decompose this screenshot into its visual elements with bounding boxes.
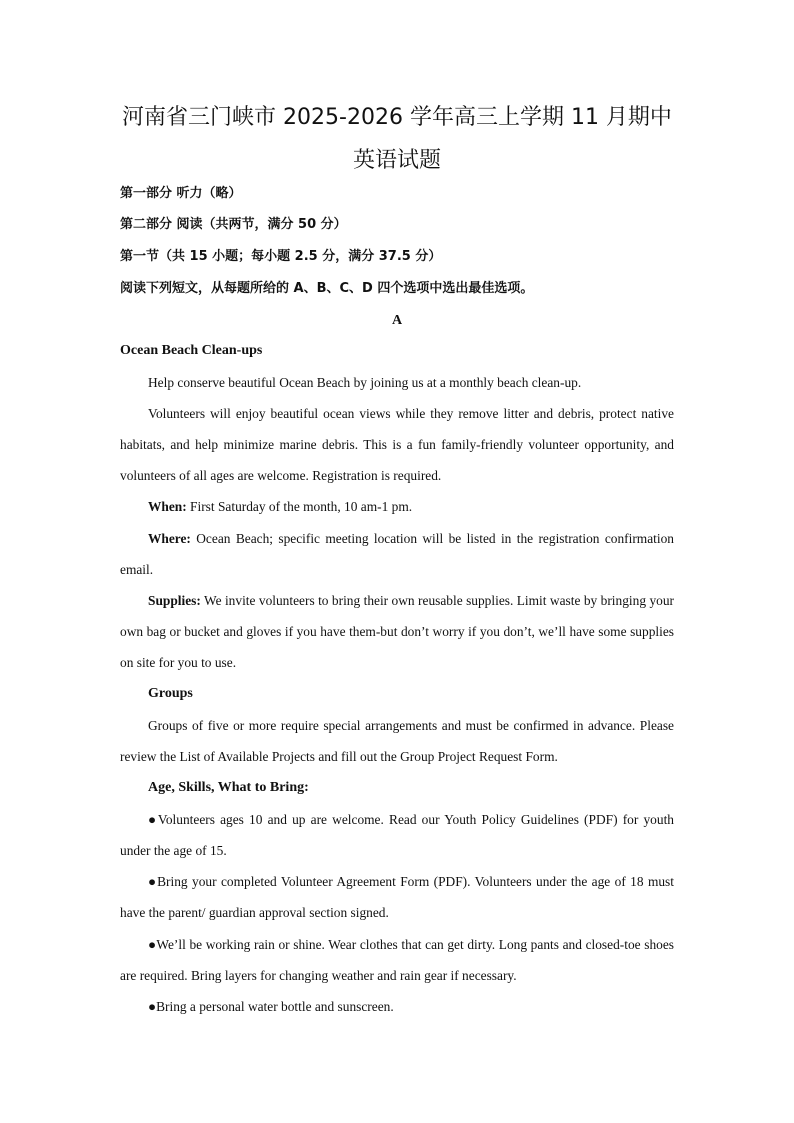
where-label: Where: — [148, 531, 191, 546]
bullet-item: ●Bring a personal water bottle and sunscreen. — [148, 999, 394, 1014]
bullet-item: ●We’ll be working rain or shine. Wear clothes that can get dirty. Long pants and closed-toe shoes are required. Bring layers for changing weather and rain gear if necessary. — [120, 937, 674, 984]
directions-text: 阅读下列短文，从每题所给的 A、B、C、D 四个选项中选出最佳选项。 — [120, 281, 534, 296]
age-skills-heading: Age, Skills, What to Bring: — [148, 780, 309, 795]
groups-paragraph: Groups of five or more require special arrangements and must be confirmed in advance. Please review the List of Available Projects and fill out the Group Project Request Form. — [120, 718, 674, 765]
supplies-label: Supplies: — [148, 593, 201, 608]
groups-heading: Groups — [148, 686, 193, 701]
where-paragraph — [120, 523, 674, 585]
bullet-item: ●Volunteers ages 10 and up are welcome. Read our Youth Policy Guidelines (PDF) for youth under the age of 15. — [120, 812, 674, 859]
section1-heading: 第一节（共 15 小题；每小题 2.5 分，满分 37.5 分） — [120, 249, 442, 264]
when-label: When: — [148, 499, 187, 514]
when-paragraph — [120, 491, 674, 522]
part2-heading: 第二部分 阅读（共两节，满分 50 分） — [120, 217, 347, 232]
supplies-paragraph — [120, 585, 674, 679]
where-text: Ocean Beach; specific meeting location will be listed in the registration confirmation email. — [120, 531, 674, 578]
when-text: First Saturday of the month, 10 am-1 pm. — [186, 499, 413, 514]
part1-heading: 第一部分 听力（略） — [120, 186, 242, 201]
intro-paragraph: Help conserve beautiful Ocean Beach by joining us at a monthly beach clean-up. — [148, 375, 582, 390]
document-title: 河南省三门峡市 2025-2026 学年高三上学期 11 月期中 — [122, 105, 672, 130]
volunteers-paragraph: Volunteers will enjoy beautiful ocean views while they remove litter and debris, protect native habitats, and help minimize marine debris. This is a fun family-friendly volunteer opportunity, and volunteers of all ages are welcome. Registration is required. — [120, 406, 674, 484]
document-subtitle: 英语试题 — [352, 148, 441, 173]
bullet-item: ●Bring your completed Volunteer Agreement Form (PDF). Volunteers under the age of 18 must have the parent/ guardian approval section signed. — [120, 874, 674, 921]
passage-letter: A — [391, 313, 403, 328]
supplies-text: We invite volunteers to bring their own reusable supplies. Limit waste by bringing your own bag or bucket and gloves if you have them-but don’t worry if you don’t, we’ll have some supplies on site for you to use. — [120, 593, 674, 671]
passage-title: Ocean Beach Clean-ups — [120, 343, 263, 358]
